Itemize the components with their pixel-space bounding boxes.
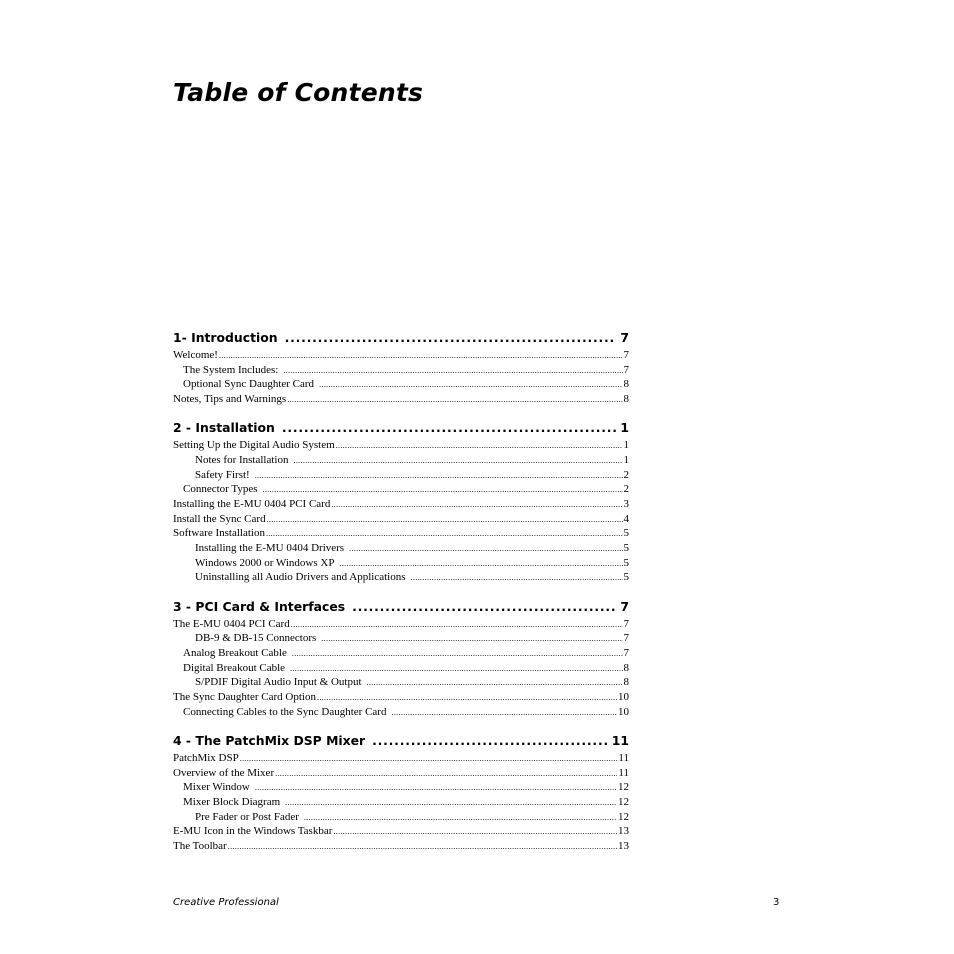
dot-leader xyxy=(290,662,622,677)
toc-entry-label: Setting Up the Digital Audio System xyxy=(173,439,335,452)
dot-leader xyxy=(285,796,617,811)
toc-entry-page: 5 xyxy=(623,527,629,540)
dot-leader xyxy=(287,393,622,408)
toc-entry-label: Pre Fader or Post Fader xyxy=(195,810,299,823)
toc-entry-page: 1 xyxy=(623,439,629,452)
toc-entry-page: 11 xyxy=(618,751,629,764)
toc-entry-label: Software Installation xyxy=(173,527,265,540)
dot-leader xyxy=(336,439,623,454)
toc-entry-label: Installing the E-MU 0404 PCI Card xyxy=(173,498,331,510)
toc-entry-label: Connecting Cables to the Sync Daughter Card xyxy=(183,705,387,718)
toc-entry[interactable] xyxy=(173,661,629,676)
toc-entry-label: The Toolbar xyxy=(173,840,227,853)
toc-entry[interactable] xyxy=(173,497,629,512)
toc-entry[interactable] xyxy=(173,631,629,646)
toc-entry-page: 12 xyxy=(618,810,629,823)
toc-entry-page: 2 xyxy=(623,483,629,496)
dot-leader xyxy=(331,498,622,513)
toc-entry-page: 5 xyxy=(623,556,629,569)
toc-entry[interactable] xyxy=(173,839,629,854)
dot-leader xyxy=(292,647,623,662)
toc-entry[interactable] xyxy=(173,617,629,632)
toc-entry[interactable] xyxy=(173,705,629,720)
dot-leader xyxy=(291,618,623,633)
dot-leader xyxy=(333,825,617,840)
table-of-contents xyxy=(173,329,629,866)
dot-leader xyxy=(367,676,623,691)
toc-entry-label: S/PDIF Digital Audio Input & Output xyxy=(195,676,362,689)
toc-entry-page: 7 xyxy=(623,349,629,361)
toc-chapter-title: 4 - The PatchMix DSP Mixer xyxy=(173,732,366,748)
toc-entry[interactable] xyxy=(173,348,629,363)
toc-entry-label: The System Includes: xyxy=(183,363,279,376)
dot-leader xyxy=(255,781,617,796)
dot-leader xyxy=(266,527,623,542)
toc-entry[interactable] xyxy=(173,810,629,825)
toc-entry[interactable] xyxy=(173,646,629,661)
page-title: Table of Contents xyxy=(173,78,424,107)
toc-entry-page: 2 xyxy=(623,468,629,481)
toc-entry[interactable] xyxy=(173,512,629,527)
toc-entry-page: 7 xyxy=(623,647,629,659)
toc-entry-page: 3 xyxy=(623,498,629,510)
toc-entry[interactable] xyxy=(173,363,629,378)
toc-entry-page: 4 xyxy=(623,512,629,525)
dot-leader xyxy=(319,378,622,393)
toc-entry-label: Uninstalling all Audio Drivers and Applications xyxy=(195,571,406,584)
toc-entry-page: 1 xyxy=(623,453,629,466)
toc-entry-label: Welcome! xyxy=(173,349,218,361)
toc-entry[interactable] xyxy=(173,675,629,690)
toc-entry[interactable] xyxy=(173,438,629,453)
toc-entry-page: 10 xyxy=(618,705,629,718)
toc-entry-page: 13 xyxy=(618,825,629,838)
toc-entry-label: Mixer Window xyxy=(183,781,250,794)
toc-entry[interactable] xyxy=(173,541,629,556)
toc-entry-page: 7 xyxy=(623,363,629,376)
toc-entry-label: The Sync Daughter Card Option xyxy=(173,691,316,704)
dot-leader xyxy=(275,767,617,782)
toc-entry-label: Installing the E-MU 0404 Drivers xyxy=(195,542,345,555)
toc-entry[interactable] xyxy=(173,526,629,541)
dot-leader xyxy=(267,513,623,528)
dot-leader xyxy=(219,349,623,364)
toc-entry[interactable] xyxy=(173,570,629,585)
dot-leader xyxy=(321,632,622,647)
toc-chapter-page: 7 xyxy=(620,598,629,614)
dot-leader xyxy=(339,557,622,572)
footer-publisher: Creative Professional xyxy=(173,897,279,908)
toc-entry-page: 5 xyxy=(623,571,629,584)
toc-entry-page: 8 xyxy=(623,378,629,391)
toc-entry[interactable] xyxy=(173,780,629,795)
dot-leader xyxy=(263,483,623,498)
toc-entry[interactable] xyxy=(173,453,629,468)
toc-entry-page: 8 xyxy=(623,676,629,689)
toc-entry-page: 7 xyxy=(623,617,629,630)
toc-chapter-page: 7 xyxy=(620,330,629,345)
dot-leader xyxy=(304,811,617,826)
toc-entry-label: PatchMix DSP xyxy=(173,751,239,764)
dot-leader xyxy=(349,542,622,557)
toc-entry-label: Notes, Tips and Warnings xyxy=(173,393,287,406)
dot-leader xyxy=(372,732,608,750)
toc-entry-label: Windows 2000 or Windows XP xyxy=(195,556,335,569)
toc-entry-page: 11 xyxy=(618,766,629,779)
toc-chapter-title: 3 - PCI Card & Interfaces xyxy=(173,598,346,614)
toc-entry-page: 12 xyxy=(618,781,629,794)
toc-entry-label: Digital Breakout Cable xyxy=(183,661,286,674)
toc-chapter-title: 1- Introduction xyxy=(173,330,278,345)
toc-section xyxy=(173,732,629,854)
toc-entry-page: 13 xyxy=(618,840,629,853)
toc-entry-label: Connector Types xyxy=(183,483,258,496)
toc-entry-label: Optional Sync Daughter Card xyxy=(183,378,315,391)
toc-entry[interactable] xyxy=(173,468,629,483)
toc-entry-page: 10 xyxy=(618,691,629,704)
footer-page-number: 3 xyxy=(773,897,780,908)
toc-chapter-title: 2 - Installation xyxy=(173,420,275,436)
dot-leader xyxy=(255,469,623,484)
dot-leader xyxy=(411,571,623,586)
toc-entry-label: Analog Breakout Cable xyxy=(183,647,287,659)
toc-entry[interactable] xyxy=(173,556,629,571)
toc-entry-page: 5 xyxy=(623,542,629,555)
toc-entry[interactable] xyxy=(173,766,629,781)
toc-entry-label: Safety First! xyxy=(195,468,250,481)
toc-section xyxy=(173,598,629,720)
toc-entry[interactable] xyxy=(173,690,629,705)
toc-entry-page: 12 xyxy=(618,796,629,808)
toc-entry[interactable] xyxy=(173,392,629,407)
toc-section xyxy=(173,419,629,585)
toc-entry[interactable] xyxy=(173,795,629,810)
toc-entry-label: Notes for Installation xyxy=(195,453,289,466)
toc-entry-page: 8 xyxy=(623,661,629,674)
toc-chapter-heading[interactable] xyxy=(173,732,629,750)
toc-entry-page: 8 xyxy=(623,393,629,406)
toc-chapter-heading[interactable] xyxy=(173,419,629,437)
toc-entry[interactable] xyxy=(173,482,629,497)
toc-entry[interactable] xyxy=(173,751,629,766)
toc-chapter-page: 11 xyxy=(611,732,629,748)
toc-entry-label: Overview of the Mixer xyxy=(173,766,275,779)
toc-entry-label: The E-MU 0404 PCI Card xyxy=(173,617,290,630)
toc-section xyxy=(173,329,629,407)
dot-leader xyxy=(282,419,617,437)
dot-leader xyxy=(293,454,622,469)
dot-leader xyxy=(317,691,617,706)
toc-chapter-page: 1 xyxy=(620,420,629,436)
toc-entry-label: DB-9 & DB-15 Connectors xyxy=(195,632,317,645)
dot-leader xyxy=(391,706,617,721)
toc-entry-label: Mixer Block Diagram xyxy=(183,796,281,808)
toc-entry[interactable] xyxy=(173,824,629,839)
toc-entry[interactable] xyxy=(173,377,629,392)
toc-chapter-heading[interactable] xyxy=(173,598,629,616)
dot-leader xyxy=(285,329,617,347)
toc-entry-label: E-MU Icon in the Windows Taskbar xyxy=(173,825,333,838)
dot-leader xyxy=(283,364,622,379)
dot-leader xyxy=(228,840,617,855)
toc-entry-page: 7 xyxy=(623,632,629,645)
dot-leader xyxy=(352,598,616,616)
dot-leader xyxy=(240,752,618,767)
toc-entry-label: Install the Sync Card xyxy=(173,512,266,525)
toc-chapter-heading[interactable] xyxy=(173,329,629,347)
